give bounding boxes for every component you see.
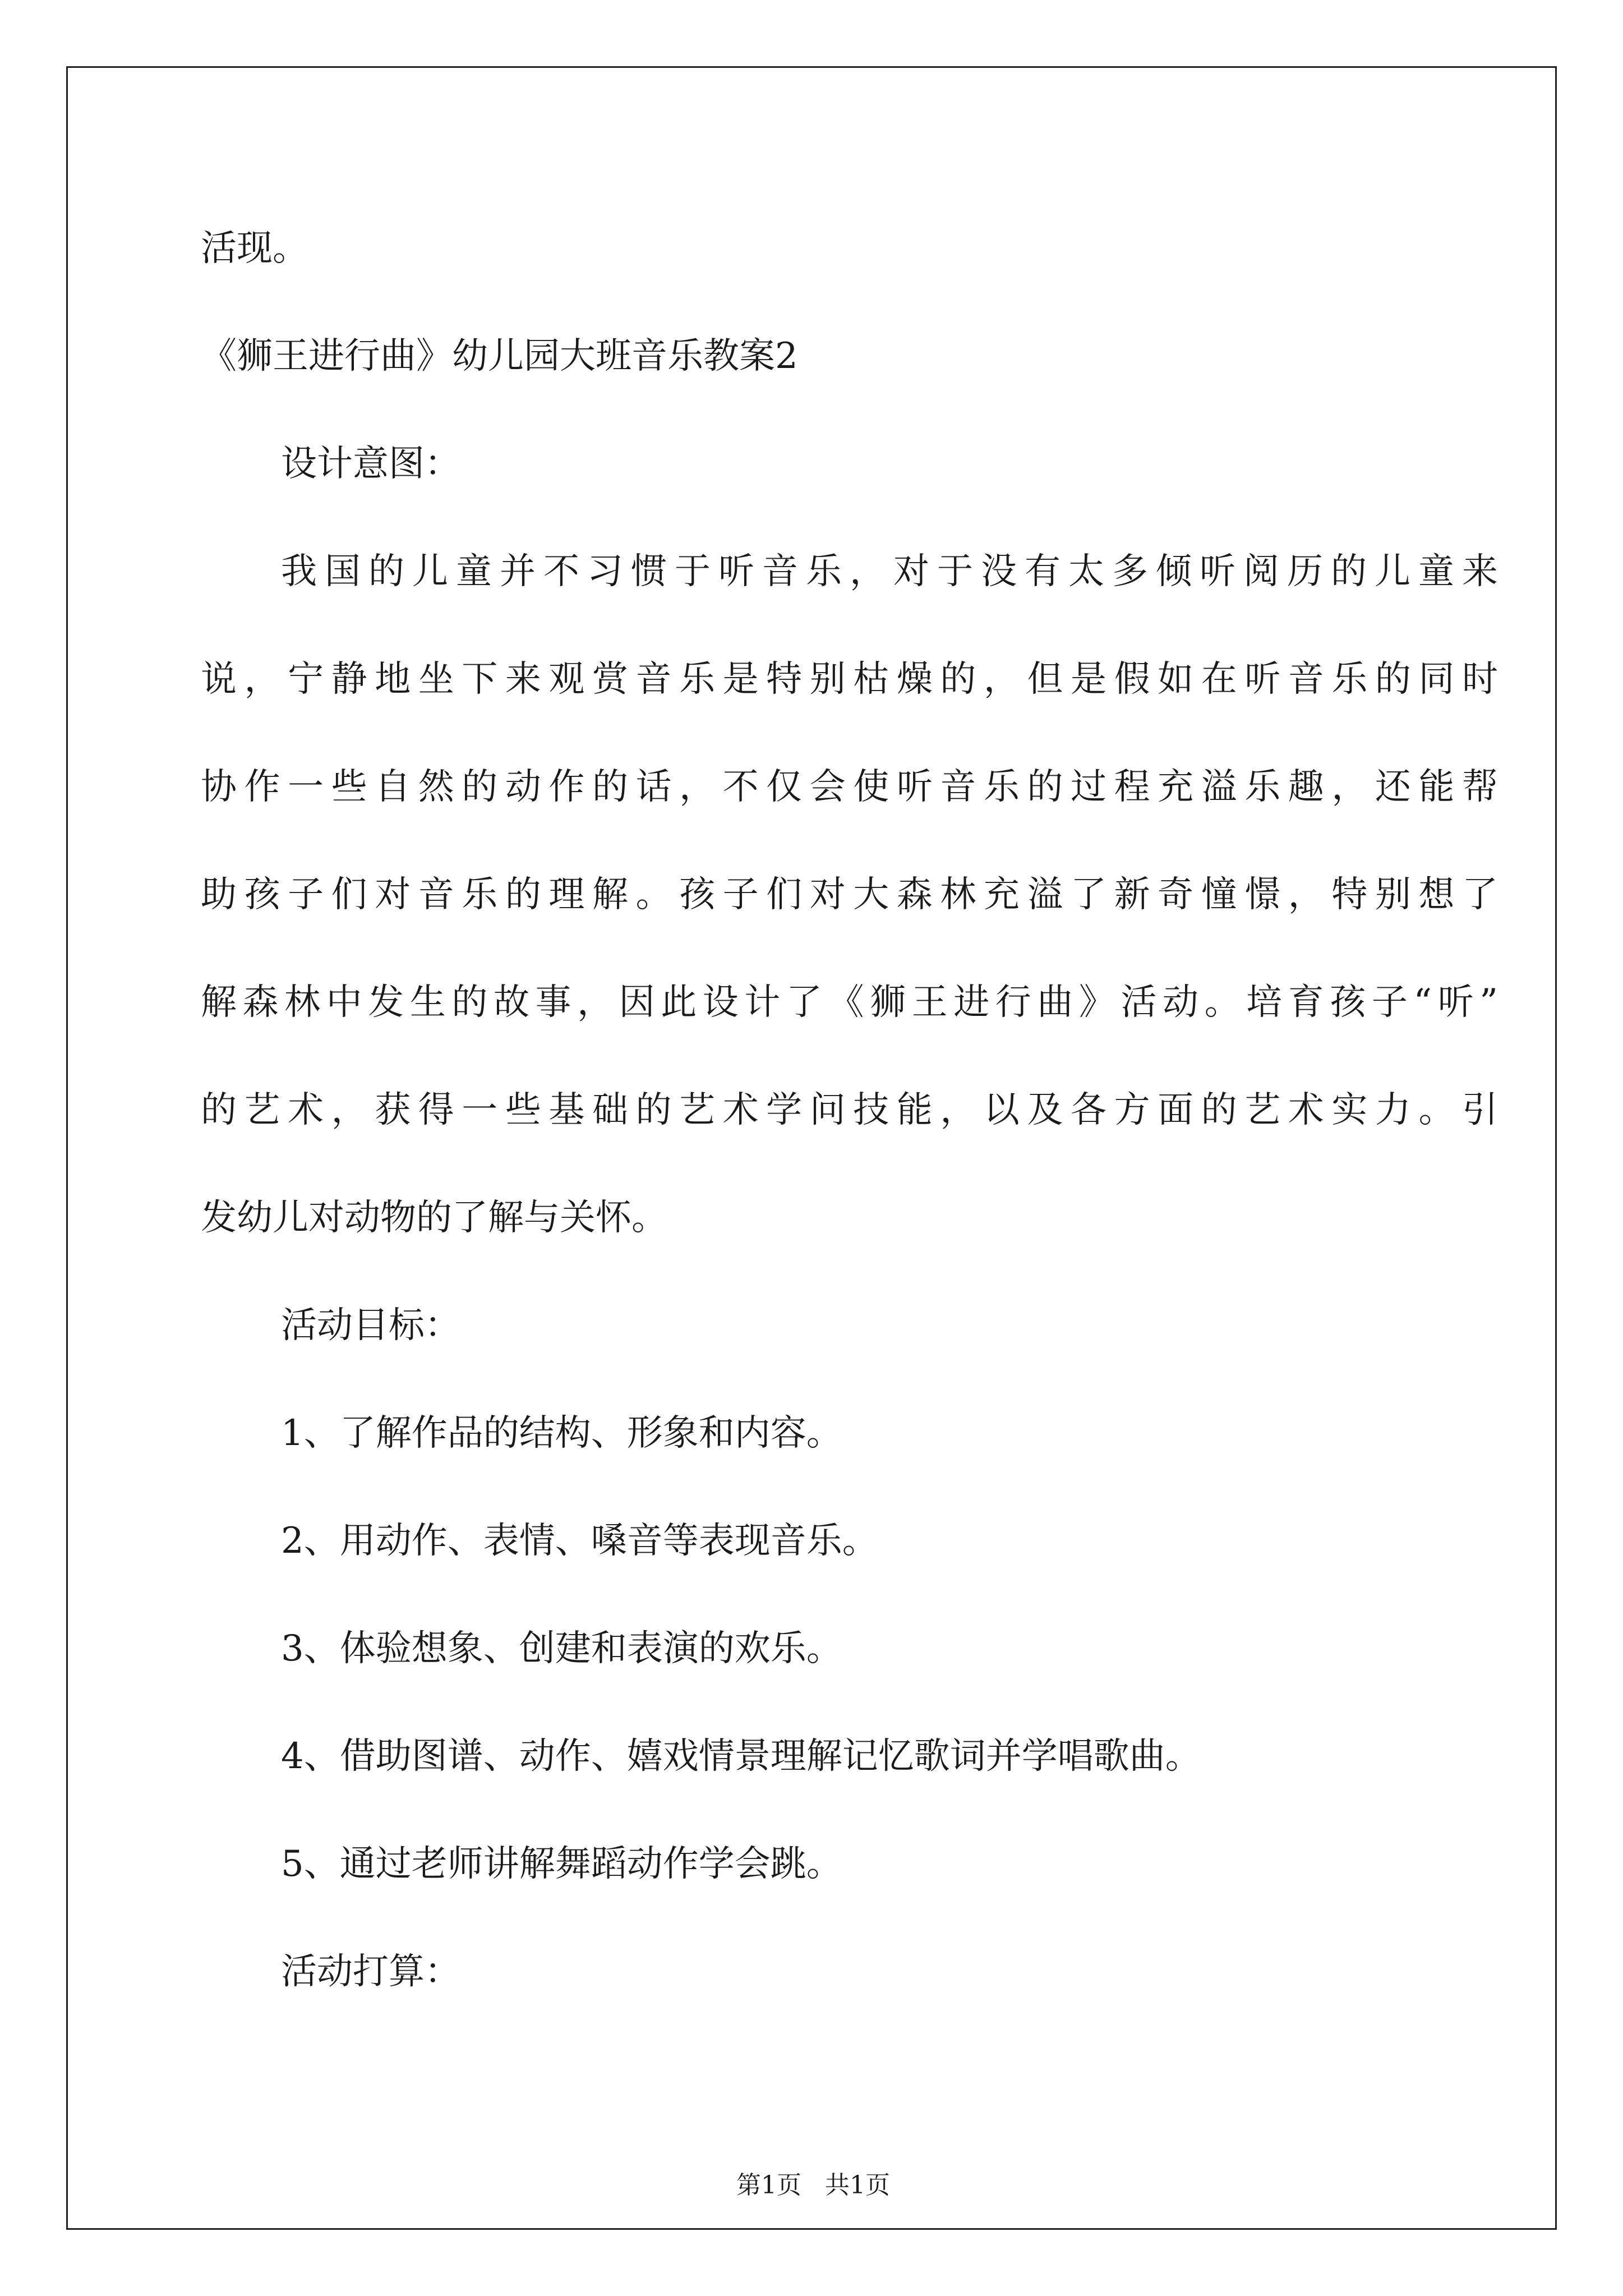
paragraph-line: 解森林中发生的故事，因此设计了《狮王进行曲》活动。培育孩子“听” (201, 982, 1498, 1023)
page-footer: 第1页 共1页 (736, 2171, 890, 2200)
page-frame (66, 66, 1557, 2230)
list-item: 5、通过老师讲解舞蹈动作学会跳。 (281, 1843, 842, 1885)
list-item: 4、借助图谱、动作、嬉戏情景理解记忆歌词并学唱歌曲。 (281, 1736, 1201, 1777)
paragraph-line: 助孩子们对音乐的理解。孩子们对大森林充溢了新奇憧憬，特别想了 (201, 874, 1498, 915)
paragraph-line: 协作一些自然的动作的话，不仅会使听音乐的过程充溢乐趣，还能帮 (201, 766, 1498, 808)
heading-activity-goals: 活动目标： (281, 1305, 460, 1346)
text-line: 活现。 (201, 228, 308, 269)
paragraph-line: 的艺术，获得一些基础的艺术学问技能，以及各方面的艺术实力。引 (201, 1089, 1498, 1131)
list-item: 2、用动作、表情、嗓音等表现音乐。 (281, 1520, 878, 1562)
paragraph-line: 发幼儿对动物的了解与关怀。 (201, 1197, 667, 1239)
heading-activity-prep: 活动打算： (281, 1951, 460, 1993)
list-item: 1、了解作品的结构、形象和内容。 (281, 1412, 842, 1454)
section-title: 《狮王进行曲》幼儿园大班音乐教案2 (201, 335, 798, 377)
paragraph-line: 我国的儿童并不习惯于听音乐，对于没有太多倾听阅历的儿童来 (281, 551, 1498, 592)
list-item: 3、体验想象、创建和表演的欢乐。 (281, 1628, 842, 1669)
paragraph-line: 说，宁静地坐下来观赏音乐是特别枯燥的，但是假如在听音乐的同时 (201, 659, 1498, 700)
heading-design-intent: 设计意图： (281, 443, 460, 485)
